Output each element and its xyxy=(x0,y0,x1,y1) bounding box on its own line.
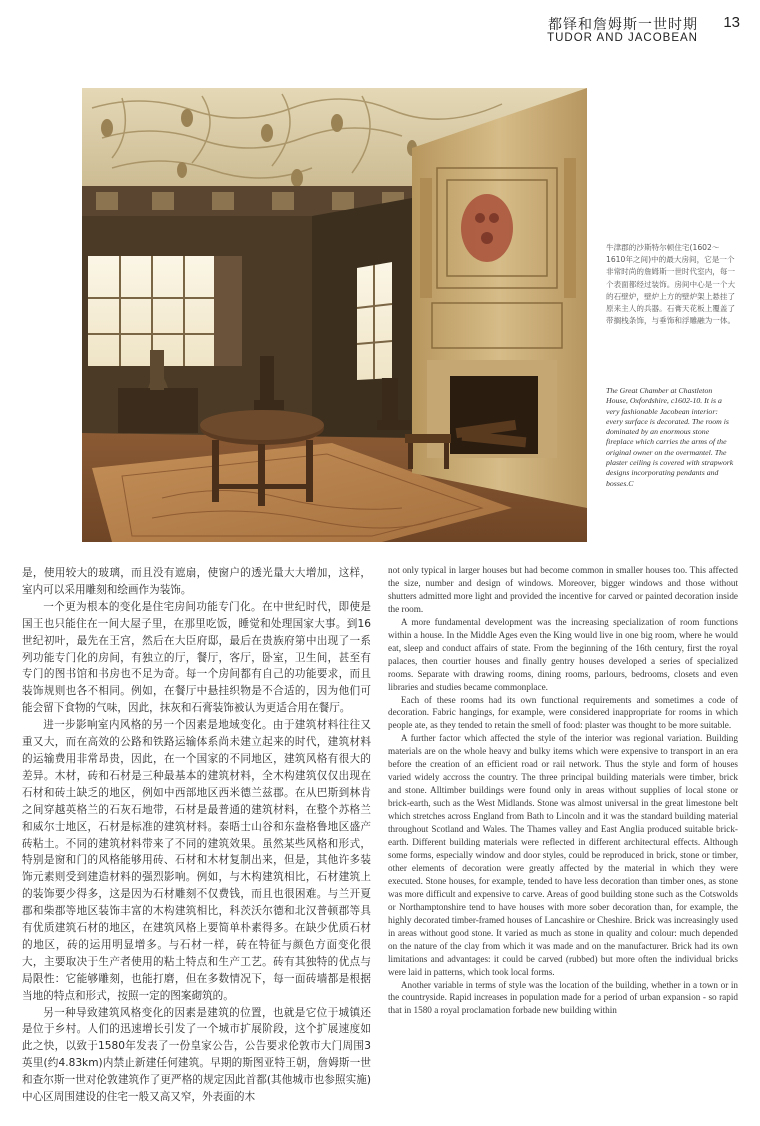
paragraph-cn: 是，使用较大的玻璃，而且没有遮扇，使窗户的透光量大大增加，这样，室内可以采用雕刻和绘画作为装饰。 xyxy=(22,567,371,596)
figure-caption-cn: 牛津郡的沙斯特尔顿住宅(1602～1610年之间)中的最大房间，它是一个非常时尚的詹姆斯一世时代室内，每一个表面都经过装饰。房间中心是一个大的石壁炉，壁炉上方的壁炉架上悬挂了原来主人的兵器。石膏天花板上覆盖了带搁栈条饰，与垂饰和浮雕融为一体。 xyxy=(606,243,736,326)
figure-caption-en: The Great Chamber at Chastleton House, Oxfordshire, c1602-10. It is a very fashionable Jacobean interior: every surface is decorated. The room is dominated by an enormous stone fireplace which carries the arms of the original owner on the overmantel. The plaster ceiling is covered with strapwork designs incorporating pendants and bosses.C xyxy=(606,386,734,488)
paragraph-en: Each of these rooms had its own functional requirements and sometimes a code of decoration. Fabric hangings, for example, were considered inappropriate for rooms in which people ate, as they tended to retain the smell of food: plaster was thought to be more suitable. xyxy=(388,694,738,731)
body-column-en xyxy=(388,564,738,1017)
paragraph-en: A further factor which affected the style of the interior was regional variation. Building materials are on the whole heavy and bulky items which were expensive to transport in an era before the creation of an efficient road or rail network. Thus the style and form of houses varied widely accross the country. The three principal building materials were timber, brick and stone. Alltimber buildings were found only in areas without supplies of local stone or brick-earth, such as the West Midlands. Stone was almost universal in the great limestone belt which stretches across England from Bath to Lincoln and it was the standard building material throughout Scotland and Wales. The Thames valley and East Anglia produced suitable brick-earth. Different building materials were reflected in different architectural effects. Although some forms, especially window and door styles, could be reproduced in brick, stone or timber, other elements of decoration were greatly affected by the material in which they were executed. Stone houses, for example, tended to have less decoration than timber ones, as stone was more difficult and expensive to carve. Areas of good building stone such as the Cotswolds or Northamptonshire tend to have houses with more sober decoration than, for example, the highly decorated timber-framed houses of Lancashire or Cheshire. Brick was increasingly used in areas without good stone. It varied as much as stone in quality and colour: much depended on the nature of the clay from which it was made and on the manufacturer. Brick had its own limitations and advantages: it could be carved (rubbed) but more often the individual bricks were laid in patterns, which took local forms. xyxy=(388,733,738,977)
paragraph-en: not only typical in larger houses but had become common in smaller houses too. This affected the size, number and design of windows. Moreover, bigger windows and those without shutters admitted more light and provided the incentive for carved or painted decoration inside the room. xyxy=(388,565,738,614)
paragraph-cn: 一个更为根本的变化是住宅房间功能专门化。在中世纪时代，即使是国王也只能住在一间大屋子里，在那里吃饭，睡觉和处理国家大事。到16世纪初叶，最先在王宫，然后在大臣府邸，最后在贵族府第中出现了一系列功能专门化的房间，有独立的厅，餐厅，客厅，卧室，卫生间，甚至有专门的图书馆和书房也不足为奇。每一个房间都有自己的功能要求，而且装饰规则也各不相同。例如，在餐厅中悬挂织物是不合适的，因为他们可能会留下食物的气味，因此，抹灰和石膏装饰被认为更适合用在餐厅。 xyxy=(22,600,371,715)
paragraph-en: A more fundamental development was the increasing specialization of room functions within a house. In the Middle Ages even the King would live in one big room, where he would eat, sleep and conduct affairs of state. From the beginning of the 16th century, first the royal palaces, then courtier houses and finally gentry houses developed a series of specialized rooms. Separate with drawing rooms, dining rooms, parlours, bedrooms, closets and even libraries and studies became commonplace. xyxy=(388,616,738,692)
header-title-cn: 都铎和詹姆斯一世时期 xyxy=(548,17,698,33)
body-column-cn xyxy=(22,565,371,1106)
header-title-en: TUDOR AND JACOBEAN xyxy=(547,32,698,44)
photo-illustration xyxy=(82,88,587,542)
great-chamber-photo xyxy=(82,88,587,542)
paragraph-cn: 进一步影响室内风格的另一个因素是地域变化。由于建筑材料往往又重又大，而在高效的公路和铁路运输体系尚未建立起来的时代，建筑材料的运输费用非常昂贵，因此，在一个国家的不同地区，建筑风格有很大的差异。木材，砖和石材是三种最基本的建筑材料，全木构建筑仅仅出现在石材和砖土缺乏的地区，例如中西部地区西米德兰兹郡。在从巴斯到林肯之间穿越英格兰的石灰石地带，石材是最普通的建筑材料，在整个苏格兰和威尔士地区，石材是标准的建筑材料。泰晤士山谷和东盎格鲁地区盛产砖粘土。不同的建筑材料带来了不同的建筑效果。虽然某些风格和形式，特别是窗和门的风格能够用砖、石材和木材复制出来，但是，其他许多装饰元素则受到建造材料的强烈影响。例如，与木构建筑相比，石材建筑上的装饰要少得多，这是因为石材雕刻不仅费钱，而且也很困难。与兰开夏郡和柴郡等地区装饰丰富的木构建筑相比，科茨沃尔德和北汉普顿郡等具有优质建筑石材的地区，在建筑风格上要简单朴素得多。在缺少优质石材的地区，砖的运用明显增多。与石材一样，砖在特征与颜色方面变化很大，主要取决于生产者使用的粘土特点和生产工艺。砖有其独特的优点与局限性：它能够雕刻，也能打磨，但在多数情况下，每一面砖墙都是根据当地的特点和形式，按照一定的图案砌筑的。 xyxy=(22,719,371,1002)
page-number: 13 xyxy=(723,14,740,31)
paragraph-cn: 另一种导致建筑风格变化的因素是建筑的位置，也就是它位于城镇还是位于乡村。人们的迅速增长引发了一个城市扩展阶段，这个扩展速度如此之快，以致于1580年发表了一份皇家公告，公告要求伦敦市大门周围3英里(约4.83km)内禁止新建任何建筑。早期的斯图亚特王朝，詹姆斯一世和查尔斯一世对伦敦建筑作了更严格的规定因此首都(其他城市也参照实施)中心区周围建设的住宅一般又高又窄，外表面的木 xyxy=(22,1006,371,1104)
paragraph-en: Another variable in terms of style was the location of the building, whether in a town or in the countryside. Rapid increases in population made for a period of urban expansion - so rapid that in 1580 a royal proclamation forbade new building within xyxy=(388,979,738,1016)
